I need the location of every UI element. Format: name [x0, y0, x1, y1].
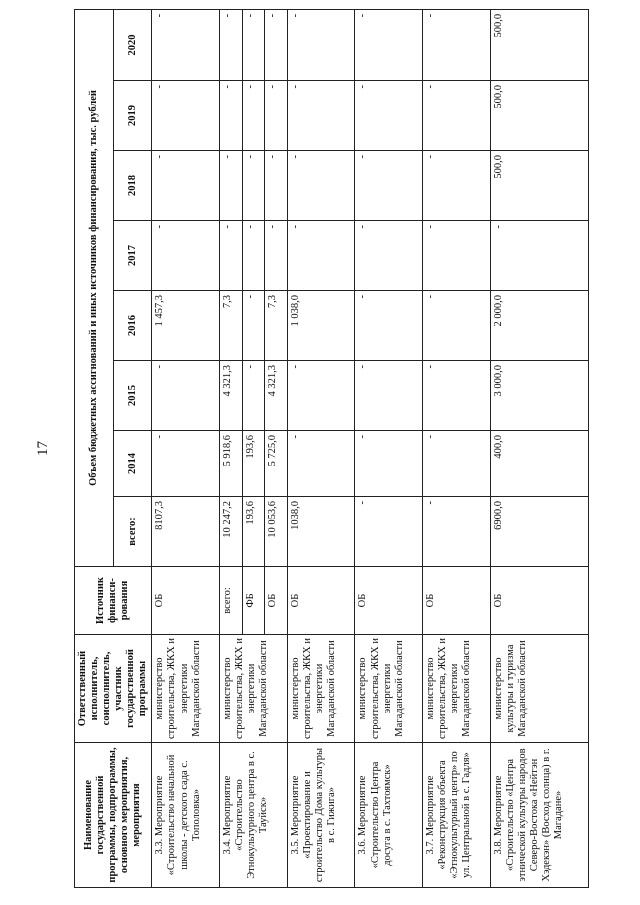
- cell-2019: -: [152, 81, 220, 151]
- row-executor: министерство строительства, ЖКХ и энергетики Магаданской области: [220, 635, 288, 743]
- cell-2018: -: [287, 151, 355, 221]
- row-source: ОБ: [355, 567, 423, 635]
- cell-2020: -: [152, 9, 220, 80]
- cell-2016: -: [355, 291, 423, 361]
- table-row: [355, 9, 423, 887]
- table-row: [490, 9, 588, 887]
- header-2019: 2019: [113, 81, 152, 151]
- cell-total: -: [355, 497, 423, 567]
- cell-2016: -: [242, 291, 265, 361]
- cell-2014: -: [355, 431, 423, 497]
- cell-2018: -: [242, 151, 265, 221]
- cell-2018: -: [265, 151, 288, 221]
- cell-2016: -: [423, 291, 491, 361]
- header-2014: 2014: [113, 431, 152, 497]
- cell-2014: -: [287, 431, 355, 497]
- cell-2017: -: [490, 221, 588, 291]
- cell-2017: -: [265, 221, 288, 291]
- row-executor: министерство строительства, ЖКХ и энергетики Магаданской области: [152, 635, 220, 743]
- header-total: всего:: [113, 497, 152, 567]
- cell-2015: 3 000,0: [490, 361, 588, 431]
- header-name: Наименование государственной программы, подпрограммы, основного мероприятия, мероприятия: [75, 743, 152, 888]
- header-2015: 2015: [113, 361, 152, 431]
- cell-2019: -: [287, 81, 355, 151]
- cell-2018: -: [423, 151, 491, 221]
- row-executor: министерство строительства, ЖКХ и энергетики Магаданской области: [355, 635, 423, 743]
- cell-2018: -: [152, 151, 220, 221]
- cell-2020: -: [423, 9, 491, 80]
- cell-2019: 500,0: [490, 81, 588, 151]
- cell-2018: -: [355, 151, 423, 221]
- row-executor: министерство строительства, ЖКХ и энергетики Магаданской области: [287, 635, 355, 743]
- cell-2016: 7,3: [220, 291, 243, 361]
- row-name: 3.5. Мероприятие «Проектирование и строительство Дома культуры в с. Гижига»: [287, 743, 355, 888]
- rotated-table-container: [74, 10, 565, 888]
- cell-2017: -: [423, 221, 491, 291]
- cell-2017: -: [287, 221, 355, 291]
- header-source: Источник финанси-рования: [75, 567, 152, 635]
- cell-2020: -: [265, 9, 288, 80]
- cell-total: 8107,3: [152, 497, 220, 567]
- table-row: [423, 9, 491, 887]
- cell-total: 10 053,6: [265, 497, 288, 567]
- header-executor: Ответственный исполнитель, соисполнитель, участник государственной программы: [75, 635, 152, 743]
- cell-2014: 400,0: [490, 431, 588, 497]
- cell-total: 10 247,2: [220, 497, 243, 567]
- page-number: 17: [35, 441, 51, 456]
- cell-2019: -: [265, 81, 288, 151]
- cell-2019: -: [355, 81, 423, 151]
- cell-2018: 500,0: [490, 151, 588, 221]
- cell-2020: -: [220, 9, 243, 80]
- cell-2015: -: [423, 361, 491, 431]
- row-name: 3.4. Мероприятие «Строительство Этнокультурного центра в с. Тауйск»: [220, 743, 288, 888]
- row-name: 3.6. Мероприятие «Строительство Центра досуга в с. Тахтоямск»: [355, 743, 423, 888]
- cell-2020: -: [355, 9, 423, 80]
- cell-2019: -: [242, 81, 265, 151]
- cell-2015: -: [287, 361, 355, 431]
- row-source: ФБ: [242, 567, 265, 635]
- cell-2016: 1 038,0: [287, 291, 355, 361]
- cell-2014: -: [152, 431, 220, 497]
- table-row: [287, 9, 355, 887]
- cell-2014: 5 918,6: [220, 431, 243, 497]
- cell-2015: 4 321,3: [220, 361, 243, 431]
- header-2018: 2018: [113, 151, 152, 221]
- cell-2016: 1 457,3: [152, 291, 220, 361]
- cell-2019: -: [423, 81, 491, 151]
- header-2016: 2016: [113, 291, 152, 361]
- cell-2020: -: [287, 9, 355, 80]
- cell-total: 1038,0: [287, 497, 355, 567]
- cell-2017: -: [220, 221, 243, 291]
- cell-2020: -: [242, 9, 265, 80]
- cell-2016: 2 000,0: [490, 291, 588, 361]
- cell-2015: -: [242, 361, 265, 431]
- row-executor: министерство культуры и туризма Магаданской области: [490, 635, 588, 743]
- header-2017: 2017: [113, 221, 152, 291]
- row-source: ОБ: [152, 567, 220, 635]
- row-name: 3.3. Мероприятие «Строительство начальной школы - детского сада с. Тополовка»: [152, 743, 220, 888]
- cell-2014: 5 725,0: [265, 431, 288, 497]
- cell-2015: -: [152, 361, 220, 431]
- cell-2017: -: [242, 221, 265, 291]
- table-row: [220, 9, 243, 887]
- cell-2020: 500,0: [490, 9, 588, 80]
- row-source: ОБ: [287, 567, 355, 635]
- row-source: ОБ: [423, 567, 491, 635]
- cell-2018: -: [220, 151, 243, 221]
- row-executor: министерство строительства, ЖКХ и энергетики Магаданской области: [423, 635, 491, 743]
- row-source: всего:: [220, 567, 243, 635]
- cell-2017: -: [355, 221, 423, 291]
- cell-2014: 193,6: [242, 431, 265, 497]
- cell-total: 6900,0: [490, 497, 588, 567]
- cell-2017: -: [152, 221, 220, 291]
- row-source: ОБ: [265, 567, 288, 635]
- header-volume: Объем бюджетных ассигнований и иных источников финансирования, тыс. рублей: [75, 9, 114, 566]
- header-row-1: [75, 9, 114, 887]
- financing-table: [74, 9, 589, 888]
- row-name: 3.7. Мероприятие «Реконструкция объекта «Этнокультурный центр» по ул. Центральной в с. Гадля»: [423, 743, 491, 888]
- header-2020: 2020: [113, 9, 152, 80]
- row-name: 3.8. Мероприятие «Строительство «Центра этнической культуры народов Северо-Востока «Нейтэн Хэдекэн» (Восход солнца) в г. Магадане»: [490, 743, 588, 888]
- cell-2015: 4 321,3: [265, 361, 288, 431]
- cell-2019: -: [220, 81, 243, 151]
- cell-2016: 7,3: [265, 291, 288, 361]
- cell-2014: -: [423, 431, 491, 497]
- cell-2015: -: [355, 361, 423, 431]
- row-source: ОБ: [490, 567, 588, 635]
- table-row: [152, 9, 220, 887]
- cell-total: -: [423, 497, 491, 567]
- cell-total: 193,6: [242, 497, 265, 567]
